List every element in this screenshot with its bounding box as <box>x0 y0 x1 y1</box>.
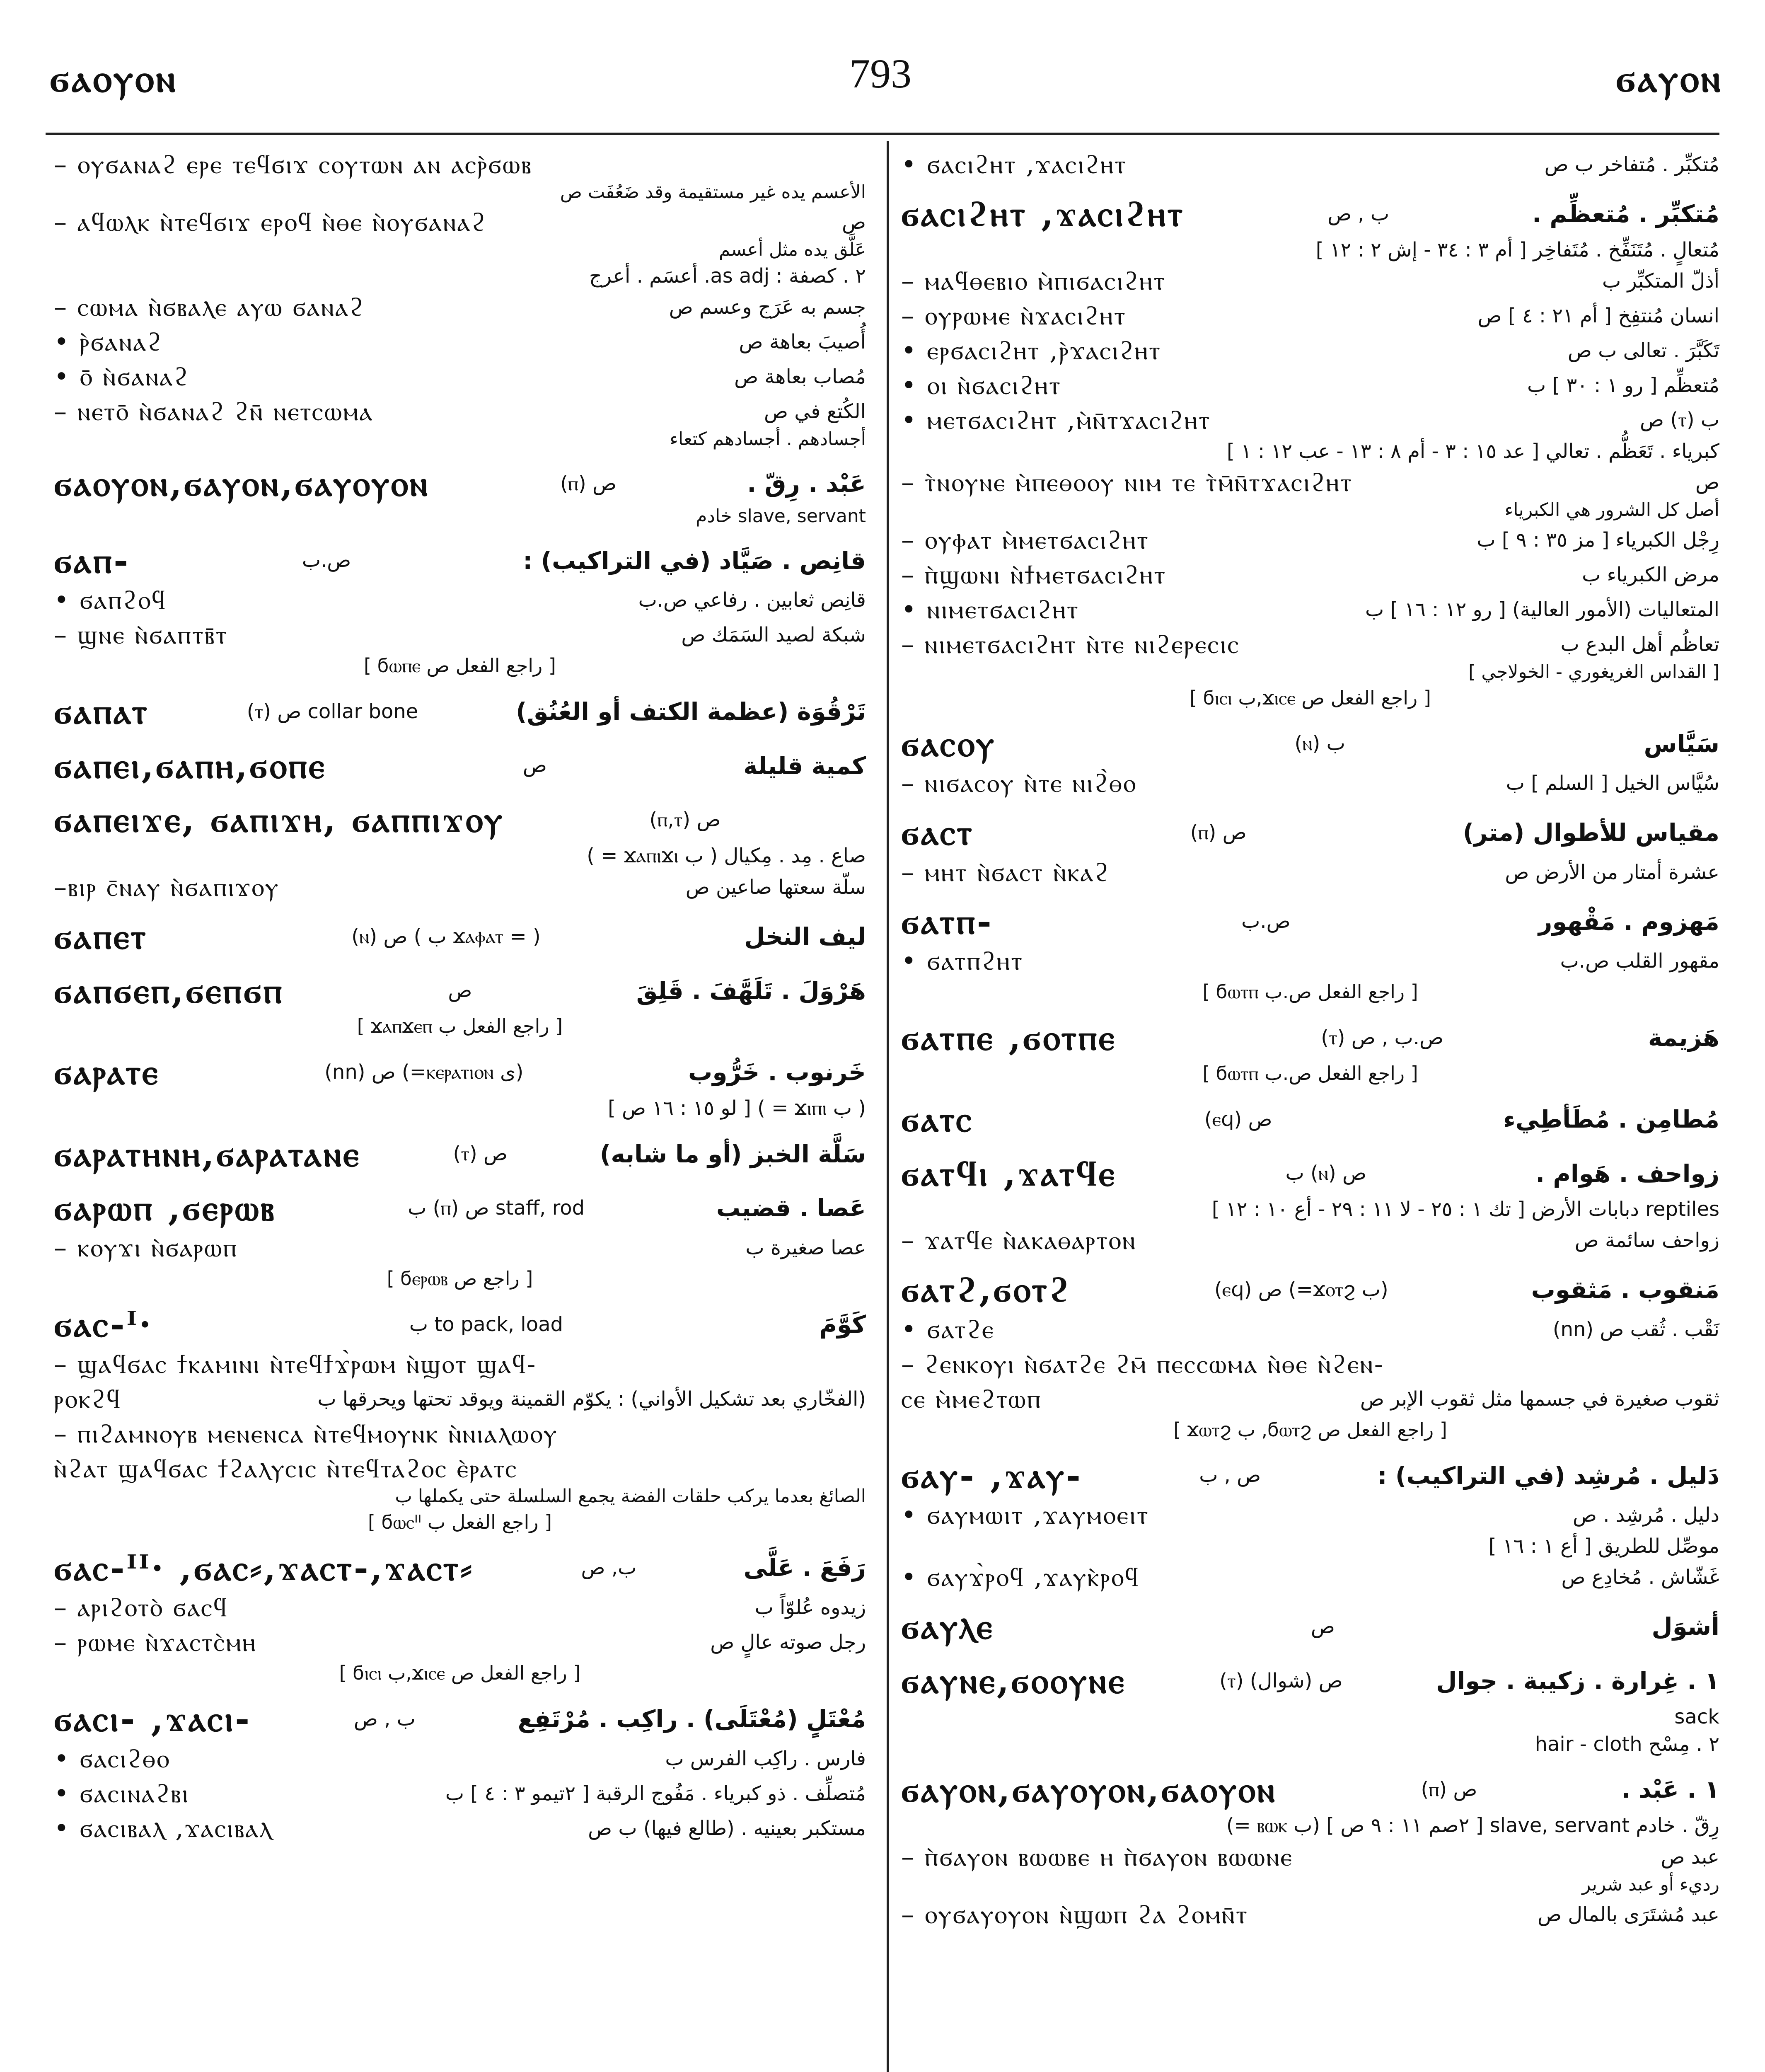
arabic-text: مُتصلِّف . ذو كبرياء . مَفُوج الرقبة [ ٢تيمو ٣ : ٤ ] ب <box>445 1782 866 1805</box>
arabic-gloss: تَرْقُوَة (عظمة الكتف أو العُنُق) <box>516 697 866 726</box>
translation-line: أجسادهم . أجسادهم كتعاء <box>670 428 866 450</box>
arabic-gloss: مَهزوم . مَقْهور <box>1538 907 1719 936</box>
grammar-note: (ⲛ) ب <box>1294 732 1345 755</box>
coptic-headword: ϭⲁⲣⲱⲡ ,ϭⲉⲣⲱⲃ <box>54 1187 276 1229</box>
entry-line <box>901 1384 1719 1414</box>
coptic-headword: ϭⲁⲥ-ᴵ· <box>54 1303 153 1345</box>
coptic-headword: ϭⲁⲡϭⲉⲡ,ϭⲉⲡϭⲡ <box>54 970 284 1011</box>
coptic-headword: ϭⲁⲥⲓ- ,ϫⲁⲥⲓ- <box>54 1698 252 1740</box>
entry-line <box>901 1899 1719 1930</box>
grammar-note: ب to pack, load <box>409 1312 563 1336</box>
entry-line <box>901 946 1719 976</box>
page-number: 793 <box>849 51 912 97</box>
entry-headword-row <box>54 1052 866 1092</box>
entry-line <box>901 300 1719 331</box>
arabic-gloss: مُتكبِّر . مُتعظِّم . <box>1532 199 1719 228</box>
entry-line <box>54 1813 866 1844</box>
coptic-headword: ϭⲁⲡⲁⲧ <box>54 691 149 732</box>
coptic-text: • ϭⲁⲩϫ̀ⲣⲟϥ ,ϫⲁⲩⲕ̀ⲣⲟϥ <box>901 1562 1140 1593</box>
arabic-gloss: عَبْد . رِقّ . <box>747 469 866 498</box>
coptic-headword: ϭⲁⲡⲉⲓϫⲉ, ϭⲁⲡⲓϫⲏ, ϭⲁⲡⲡⲓϫⲟⲩ <box>54 799 504 840</box>
cross-reference: [ راجع الفعل ص.ب ϭⲱⲧⲡ ] <box>1202 980 1418 1003</box>
entry-line <box>901 629 1719 660</box>
coptic-text: • ϭⲁⲥⲓⲛⲁϩⲃⲓ <box>54 1778 190 1808</box>
arabic-gloss: ليف النخل <box>744 922 866 951</box>
entry-headword-row <box>54 1548 866 1588</box>
entry-line <box>901 857 1719 888</box>
grammar-note: (ⲉϥ) ص <box>1204 1107 1272 1131</box>
grammar-note: ص , ب <box>1199 1464 1261 1487</box>
entry-line <box>901 440 1719 463</box>
grammar-note: ب, ص <box>581 1556 637 1580</box>
arabic-gloss: كمية قليلة <box>743 751 866 780</box>
arabic-text: ثقوب صغيرة في جسمها مثل ثقوب الإبر ص <box>1360 1387 1719 1411</box>
entry-line <box>901 1500 1719 1530</box>
arabic-text: مقهور القلب ص.ب <box>1560 949 1719 973</box>
cross-reference: [ راجع الفعل ص ϭⲱⲡⲉ ] <box>364 654 556 677</box>
arabic-text: تعاظُم أهل البدع ب <box>1560 632 1719 656</box>
entry-line <box>54 1453 866 1484</box>
arabic-gloss: مقياس للأطوال (متر) <box>1463 818 1719 847</box>
coptic-text: – ϫⲁⲧϥⲉ ⲛ̀ⲁⲕⲁⲑⲁⲣⲧⲟⲛ <box>901 1225 1136 1256</box>
coptic-headword: ϭⲁⲣⲁⲧⲏⲛⲏ,ϭⲁⲣⲁⲧⲁⲛⲉ <box>54 1133 361 1174</box>
arabic-text: زيدوه عُلوّاً ب <box>754 1596 866 1619</box>
entry-line <box>901 768 1719 799</box>
arabic-text: ب (ⲧ) ص <box>1640 408 1719 432</box>
entry-headword-row <box>901 1661 1719 1701</box>
coptic-text: – ⲛⲓⲙⲉⲧϭⲁⲥⲓϩⲏⲧ ⲛ̀ⲧⲉ ⲛⲓϩⲉⲣⲉⲥⲓⲥ <box>901 629 1240 659</box>
coptic-text: • ⲙⲉⲧϭⲁⲥⲓϩⲏⲧ ,ⲙ̀ⲛ̄ⲧϫⲁⲥⲓϩⲏⲧ <box>901 404 1211 435</box>
grammar-note: ب , ص <box>353 1707 416 1731</box>
entry-headword-row <box>54 692 866 732</box>
entry-headword-row <box>54 746 866 786</box>
coptic-text: – ⲕⲟⲩϫⲓ ⲛ̀ϭⲁⲣⲱⲡ <box>54 1232 238 1263</box>
coptic-headword: ϭⲁⲩ- ,ϫⲁⲩ- <box>901 1455 1083 1496</box>
grammar-note: ص <box>1310 1615 1335 1639</box>
coptic-text: – ⲛⲉⲧⲟ̄ ⲛ̀ϭⲁⲛⲁϩ ϩⲛ̄ ⲛⲉⲧⲥⲱⲙⲁ <box>54 396 374 426</box>
coptic-text: • ϭⲁⲧϩⲉ <box>901 1314 995 1344</box>
arabic-text: المتعاليات (الأمور العالية) [ رو ١٢ : ١٦ ] ب <box>1365 598 1719 621</box>
arabic-text: ( ب ϫⲓⲡⲓ = ) [ لو ١٥ : ١٦ ص ] <box>608 1096 866 1120</box>
entry-line <box>54 396 866 427</box>
entry-line <box>54 844 866 868</box>
arabic-text: عشرة أمتار من الأرض ص <box>1505 860 1719 884</box>
arabic-gloss: ١ . عَبْد . <box>1621 1775 1719 1804</box>
entry-headword-row <box>901 1770 1719 1810</box>
entry-line <box>54 1097 866 1120</box>
arabic-text: سلّة سعتها صاعين ص <box>685 875 866 899</box>
coptic-text: • ⲉⲣϭⲁⲥⲓϩⲏⲧ ,ⲣ̀ϫⲁⲥⲓϩⲏⲧ <box>901 335 1162 366</box>
coptic-headword: ϭⲁⲥ-ᴵᴵ· ,ϭⲁⲥ⸗,ϫⲁⲥⲧ-,ϫⲁⲥⲧ⸗ <box>54 1547 474 1588</box>
entry-headword-row <box>901 1607 1719 1647</box>
coptic-text: – ⲙⲏⲧ ⲛ̀ϭⲁⲥⲧ ⲛ̀ⲕⲁϩ <box>901 857 1110 887</box>
translation-line: أصل كل الشرور هي الكبرياء <box>1504 499 1719 520</box>
entry-line <box>54 1384 866 1414</box>
cross-reference: [ راجع الفعل ص ϭⲱⲧϩ, ب ϫⲱⲧϩ ] <box>1173 1418 1447 1441</box>
coptic-headword: ϭⲁⲧⲡⲉ ,ϭⲟⲧⲡⲉ <box>901 1017 1117 1058</box>
coptic-text: – ϣⲛⲉ ⲛ̀ϭⲁⲡⲧⲃ̄ⲧ <box>54 620 228 650</box>
coptic-text: – ⲡ̀ϣⲱⲛⲓ ⲛ̀ϯⲙⲉⲧϭⲁⲥⲓϩⲏⲧ <box>901 559 1167 590</box>
arabic-text: sack <box>1674 1705 1719 1728</box>
arabic-gloss: أشوَل <box>1651 1612 1719 1641</box>
translation-line: [ القداس الغريغوري - الخولاجي ] <box>1468 661 1719 683</box>
arabic-text: زواحف سائمة ص <box>1574 1229 1719 1252</box>
arabic-gloss: رَفَعَ . عَلَّى <box>743 1554 866 1582</box>
coptic-text: • ⲟ̄ ⲛ̀ϭⲁⲛⲁϩ <box>54 361 189 392</box>
arabic-text: عصا صغيرة ب <box>745 1236 866 1259</box>
entry-line <box>901 1705 1719 1728</box>
grammar-note: ص <box>522 754 547 777</box>
arabic-gloss: ١ . غِرارة . زكيبة . جوال <box>1436 1666 1719 1695</box>
translation-line: الصائغ بعدما يركب حلقات الفضة يجمع السلسلة حتى يكملها ب <box>395 1485 866 1507</box>
entry-line <box>54 1778 866 1809</box>
arabic-gloss: سَلَّة الخبز (أو ما شابه) <box>600 1140 866 1168</box>
coptic-text: • ϭⲁⲥⲓϩⲑⲟ <box>54 1743 171 1774</box>
entry-headword-row <box>54 541 866 581</box>
entry-headword-row <box>54 971 866 1011</box>
coptic-text: – ϩⲉⲛⲕⲟⲩⲓ ⲛ̀ϭⲁⲧϩⲉ ϩⲙ̄ ⲡⲉⲥⲥⲱⲙⲁ ⲛ̀ⲑⲉ ⲛ̀ϩⲉⲛ- <box>901 1348 1384 1379</box>
arabic-gloss: كَوَّمَ <box>819 1310 866 1339</box>
arabic-text: دليل . مُرشِد . ص <box>1572 1503 1719 1527</box>
arabic-text: نَقْب . ثُقب ص (nn) <box>1552 1317 1719 1341</box>
coptic-text: – ⲟⲩϭⲁⲛⲁϩ ⲉⲣⲉ ⲧⲉϥϭⲓϫ ⲥⲟⲩⲧⲱⲛ ⲁⲛ ⲁⲥⲣ̀ϭⲱⲃ <box>54 149 532 179</box>
arabic-gloss: مُعْتَلٍ (مُعْتَلَى) . راكِب . مُرْتَفِع <box>517 1705 866 1733</box>
arabic-gloss: قانِص . صَيَّاد (في التراكيب) : <box>523 546 866 575</box>
arabic-text: قانِص ثعابين . رفاعي ص.ب <box>638 588 866 612</box>
arabic-text: سُيَّاس الخيل [ السلم ] ب <box>1506 772 1719 795</box>
coptic-text: • ϭⲁⲥⲓϩⲏⲧ ,ϫⲁⲥⲓϩⲏⲧ <box>901 149 1127 179</box>
arabic-text: أُصيبَ بعاهة ص <box>739 330 866 353</box>
entry-line <box>54 292 866 322</box>
entry-line <box>901 594 1719 625</box>
grammar-note: (ⲡ) ص <box>1190 821 1247 844</box>
grammar-note: (ⲡ) ص <box>1421 1778 1477 1801</box>
coptic-text: – ⲧ̀ⲛⲟⲩⲛⲉ ⲙ̀ⲡⲉⲑⲟⲟⲩ ⲛⲓⲙ ⲧⲉ ⲧ̀ⲙ̄ⲛ̄ⲧϫⲁⲥⲓϩⲏⲧ <box>901 467 1353 497</box>
entry-headword-row <box>54 464 866 504</box>
translation-line: رديء أو عبد شرير <box>1582 1874 1719 1895</box>
coptic-headword: ϭⲁⲣⲁⲧⲉ <box>54 1051 160 1093</box>
coptic-text: – ⲟⲩⲣⲱⲙⲉ ⲛ̀ϫⲁⲥⲓϩⲏⲧ <box>901 300 1127 331</box>
running-head-right: ϭⲁⲩⲟⲛ <box>1616 56 1723 101</box>
entry-line <box>901 405 1719 436</box>
entry-line <box>901 1733 1719 1756</box>
entry-headword-row <box>901 1018 1719 1058</box>
entry-line <box>54 361 866 392</box>
entry-line <box>901 1198 1719 1221</box>
translation-line: عَلَّق يده مثل أعسم <box>718 239 866 260</box>
grammar-note: (ⲧ) ص.ب , ص <box>1321 1026 1443 1050</box>
entry-line <box>54 1592 866 1623</box>
arabic-gloss: سَيَّاس <box>1644 729 1719 758</box>
coptic-text: – ⲟⲩϭⲁⲩⲟⲩⲟⲛ ⲛ̀ϣⲱⲡ ϩⲁ ϩⲟⲙⲛ̄ⲧ <box>901 1899 1248 1930</box>
entry-line <box>54 1349 866 1380</box>
coptic-text: – ⲣⲱⲙⲉ ⲛ̀ϫⲁⲥⲧⲥ̀ⲙⲏ <box>54 1627 257 1658</box>
entry-headword-row <box>54 800 866 840</box>
coptic-headword: ϭⲁⲥⲧ <box>901 812 974 853</box>
grammar-note: (ⲡ,ⲧ) ص <box>649 808 721 832</box>
coptic-text: ⲥⲉ ⲙ̀ⲙⲉϩⲧⲱⲡ <box>901 1383 1042 1414</box>
arabic-text: ٢ . كصفة : as adj. أعسَم . أعرج <box>589 264 866 288</box>
coptic-text: • ϭⲁⲧⲡϩⲏⲧ <box>901 946 1024 976</box>
grammar-note: (ⲧ) ص <box>453 1142 508 1166</box>
running-head-left: ϭⲁⲟⲩⲟⲛ <box>50 56 178 101</box>
left-column <box>54 145 866 1844</box>
entry-headword-row <box>54 1305 866 1345</box>
arabic-gloss: زواحف . هَوام . <box>1535 1159 1719 1188</box>
arabic-text: صاع . مِد . مِكيال ( ب ϫⲁⲡⲓϫⲓ = ) <box>587 844 866 867</box>
entry-line <box>54 1627 866 1658</box>
entry-line <box>54 1418 866 1449</box>
arabic-text: جسم به عَرَج وعسم ص <box>669 295 866 319</box>
cross-reference: [ راجع الفعل ب ϭⲱⲥᴵᴵ ] <box>368 1510 552 1533</box>
arabic-gloss: مُطامِن . مُطَأطِيء <box>1503 1105 1719 1133</box>
cross-reference: [ راجع الفعل ص.ب ϭⲱⲧⲡ ] <box>1202 1062 1418 1084</box>
right-column <box>901 145 1719 1930</box>
arabic-text: مُصاب بعاهة ص <box>734 365 866 388</box>
cross-reference: [ راجع الفعل ب ϫⲁⲡϫⲉⲡ ] <box>357 1015 563 1038</box>
entry-line <box>901 1349 1719 1380</box>
arabic-text: موصِّل للطريق [ أع ١ : ١٦ ] <box>1488 1535 1719 1558</box>
cross-reference: [ راجع الفعل ص ϫⲓⲥⲉ,ب ϭⲓⲥⲓ ] <box>1190 686 1431 709</box>
coptic-text: ⲣⲟⲕϩϥ <box>54 1383 121 1414</box>
entry-headword-row <box>901 1154 1719 1194</box>
arabic-text: شبكة لصيد السَمَك ص <box>681 623 866 647</box>
coptic-text: – ⲡ̀ϭⲁⲩⲟⲛ ⲃⲱⲱⲃⲉ ⲏ ⲡ̀ϭⲁⲩⲟⲛ ⲃⲱⲱⲛⲉ <box>901 1842 1294 1872</box>
header-rule <box>46 133 1719 135</box>
grammar-note: (ⲉϥ) ص (=ϫⲟⲧϩ ب) <box>1214 1278 1388 1301</box>
arabic-text: reptiles دبابات الأرض [ تك ١ : ٢٥ - لا ١١ : ٢٩ - أع ١٠ : ١٢ ] <box>1211 1198 1719 1221</box>
entry-line <box>901 1535 1719 1558</box>
arabic-text: رِقّ . خادم slave, servant [ ٢صم ١١ : ٩ ص ] (ب ⲃⲱⲕ =) <box>1226 1814 1719 1837</box>
coptic-headword: ϭⲁⲧϩ,ϭⲟⲧϩ <box>901 1269 1072 1310</box>
arabic-text: ص <box>1695 470 1719 494</box>
arabic-text: ٢ . مِسْح hair - cloth <box>1535 1732 1719 1756</box>
coptic-text: ⲛ̀ϩⲁⲧ ϣⲁϥϭⲁⲥ ϯϩⲁⲗⲩⲥⲓⲥ ⲛ̀ⲧⲉϥⲧⲁϩⲟⲥ ⲉ̀ⲣⲁⲧⲥ <box>54 1453 518 1484</box>
coptic-headword: ϭⲁⲩⲟⲛ,ϭⲁⲩⲟⲩⲟⲛ,ϭⲁⲟⲩⲟⲛ <box>901 1769 1277 1810</box>
cross-reference: [ راجع ص ϭⲉⲣⲱⲃ ] <box>387 1267 533 1290</box>
grammar-note: (ⲛ) ص ( ب ϫⲁⲫⲁⲧ = ) <box>351 925 541 948</box>
arabic-text: الكُتع في ص <box>764 400 866 423</box>
arabic-gloss: مَنقوب . مَثقوب <box>1531 1276 1719 1304</box>
entry-line <box>901 559 1719 590</box>
coptic-text: • ϭⲁⲩⲙⲱⲓⲧ ,ϫⲁⲩⲙⲟⲉⲓⲧ <box>901 1500 1149 1530</box>
arabic-text: انسان مُنتفِخ [ أم ٢١ : ٤ ] ص <box>1477 304 1719 327</box>
cross-reference: [ راجع الفعل ص ϫⲓⲥⲉ,ب ϭⲓⲥⲓ ] <box>339 1662 581 1685</box>
arabic-text: مستكبر بعينيه . (طالع فيها) ب ص <box>588 1816 866 1840</box>
entry-headword-row <box>901 1099 1719 1140</box>
coptic-text: – ⲟⲩⲫⲁⲧ ⲙ̀ⲙⲉⲧϭⲁⲥⲓϩⲏⲧ <box>901 524 1149 555</box>
arabic-text: غَشّاش . مُخادِع ص <box>1561 1566 1719 1589</box>
grammar-note: (ⲧ) ص (شوال) <box>1219 1669 1343 1692</box>
entry-line <box>54 872 866 903</box>
arabic-gloss: هَزيمة <box>1648 1024 1719 1052</box>
coptic-text: • ⲣ̀ϭⲁⲛⲁϩ <box>54 327 162 357</box>
grammar-note: ب (ⲛ) ص <box>1285 1162 1367 1185</box>
coptic-headword: ϭⲁⲡⲉⲓ,ϭⲁⲡⲏ,ϭⲟⲡⲉ <box>54 745 326 786</box>
coptic-headword: ϭⲁⲟⲩⲟⲛ,ϭⲁⲩⲟⲛ,ϭⲁⲩⲟⲩⲟⲛ <box>54 463 430 504</box>
grammar-note: ب (ⲡ) ص staff, rod <box>408 1196 585 1220</box>
coptic-text: • ⲛⲓⲙⲉⲧϭⲁⲥⲓϩⲏⲧ <box>901 594 1079 625</box>
coptic-text: • ⲟⲓ ⲛ̀ϭⲁⲥⲓϩⲏⲧ <box>901 370 1061 400</box>
grammar-note: ب , ص <box>1327 202 1390 225</box>
arabic-text: عبد ص <box>1661 1845 1719 1869</box>
entry-headword-row <box>54 1188 866 1228</box>
coptic-headword: ϭⲁⲧⲥ <box>901 1098 974 1140</box>
entry-headword-row <box>54 1699 866 1739</box>
entry-line <box>901 1814 1719 1837</box>
arabic-text: عبد مُشتَرَى بالمال ص <box>1537 1903 1719 1927</box>
entry-headword-row <box>901 724 1719 764</box>
grammar-note: (nn) ص (=ⲕⲉⲣⲁⲧⲓⲟⲛ ى) <box>324 1060 524 1084</box>
coptic-headword: ϭⲁⲩⲗⲉ <box>901 1606 994 1647</box>
arabic-text: كبرياء . تَعَظُّم . تعالي [ عد ١٥ : ٣ - أم ٨ : ١٣ - عب ١٢ : ١ ] <box>1227 439 1719 463</box>
entry-headword-row <box>901 194 1719 234</box>
grammar-note: (ⲡ) ص <box>560 472 617 495</box>
coptic-headword: ϭⲁⲩⲛⲉ,ϭⲟⲟⲩⲛⲉ <box>901 1660 1126 1701</box>
arabic-text: رجل صوته عالٍ ص <box>710 1631 866 1654</box>
entry-line <box>54 327 866 357</box>
coptic-text: • ϭⲁⲥⲓⲃⲁⲗ ,ϫⲁⲥⲓⲃⲁⲗ <box>54 1813 273 1843</box>
entry-line <box>54 149 866 180</box>
arabic-text: أذلّ المتكبِّر ب <box>1602 269 1719 293</box>
coptic-text: – ϣⲁϥϭⲁⲥ ϯⲕⲁⲙⲓⲛⲓ ⲛ̀ⲧⲉϥϯϫ̀ⲣⲱⲙ ⲛ̀ϣⲟⲧ ϣⲁϥ- <box>54 1348 537 1379</box>
entry-line <box>54 1743 866 1774</box>
coptic-headword: ϭⲁⲥⲟⲩ <box>901 723 996 764</box>
entry-line <box>901 335 1719 366</box>
entry-line <box>901 370 1719 401</box>
arabic-text: مُتعالٍ . مُتَنَفِّخ . مُتَفاخِر [ أم ٣ : ٣٤ - إش ٢ : ١٢ ] <box>1315 238 1719 261</box>
coptic-text: –ⲃⲓⲣ ⲥ̄ⲛⲁⲩ ⲛ̀ϭⲁⲡⲓϫⲟⲩ <box>54 871 280 902</box>
entry-line <box>901 1225 1719 1256</box>
arabic-text: مرض الكبرياء ب <box>1582 563 1719 586</box>
coptic-text: – ⲥⲱⲙⲁ ⲛ̀ϭⲃⲁⲗⲉ ⲁⲩⲱ ϭⲁⲛⲁϩ <box>54 292 365 322</box>
arabic-text: مُتكبِّر . مُتفاخر ب ص <box>1544 153 1719 176</box>
arabic-gloss: هَرْوَلَ . تَلَهَّفَ . قَلِقَ <box>636 976 866 1005</box>
grammar-note: ص <box>448 979 472 1002</box>
entry-line <box>54 1232 866 1263</box>
arabic-gloss: عَصا . قضيب <box>716 1194 866 1222</box>
arabic-text: تَكَبَّرَ . تعالى ب ص <box>1567 339 1719 362</box>
coptic-headword: ϭⲁⲧⲡ- <box>901 900 994 942</box>
entry-headword-row <box>901 813 1719 853</box>
coptic-text: – ⲁϥⲱⲗⲕ ⲛ̀ⲧⲉϥϭⲓϫ ⲉⲣⲟϥ ⲛ̀ⲑⲉ ⲛ̀ⲟⲩϭⲁⲛⲁϩ <box>54 207 487 237</box>
entry-line <box>901 1562 1719 1593</box>
entry-headword-row <box>901 1270 1719 1310</box>
entry-line <box>901 238 1719 261</box>
arabic-text: (الفخّاري بعد تشكيل الأواني) : يكوّم القمينة ويوقد تحتها ويحرقها ب <box>317 1387 866 1411</box>
entry-line <box>901 525 1719 555</box>
entry-line <box>54 264 866 288</box>
coptic-text: • ϭⲁⲡϩⲟϥ <box>54 585 167 615</box>
arabic-text: ص <box>841 211 866 234</box>
coptic-headword: ϭⲁⲡⲉⲧ <box>54 915 148 957</box>
entry-line <box>54 620 866 650</box>
coptic-text: – ⲡⲓϩⲁⲙⲛⲟⲩⲃ ⲙⲉⲛⲉⲛⲥⲁ ⲛ̀ⲧⲉϥⲙⲟⲩⲛⲕ ⲛ̀ⲛⲓⲁⲗⲱⲟⲩ <box>54 1418 558 1449</box>
coptic-text: – ⲙⲁϥⲑⲉⲃⲓⲟ ⲙ̀ⲡⲓϭⲁⲥⲓϩⲏⲧ <box>901 265 1166 296</box>
entry-headword-row <box>54 917 866 957</box>
arabic-text: رِجْل الكبرياء [ مز ٣٥ : ٩ ] ب <box>1477 528 1719 552</box>
translation-line: slave, servant خادم <box>696 505 866 527</box>
arabic-text: مُتعظِّم [ رو ١ : ٣٠ ] ب <box>1527 373 1719 397</box>
column-divider <box>887 141 889 2072</box>
translation-line: الأعسم يده غير مستقيمة وقد ضَعُفَت ص <box>560 182 866 203</box>
coptic-headword: ϭⲁⲧϥⲓ ,ϫⲁⲧϥⲉ <box>901 1152 1117 1194</box>
coptic-headword: ϭⲁⲡ- <box>54 540 131 581</box>
coptic-text: – ⲁⲣⲓϩⲟⲧⲟ̀ ϭⲁⲥϥ <box>54 1592 228 1623</box>
grammar-note: (ⲧ) ص collar bone <box>247 700 418 723</box>
coptic-text: – ⲛⲓϭⲁⲥⲟⲩ ⲛ̀ⲧⲉ ⲛⲓϩ̀ⲑⲟ <box>901 768 1137 799</box>
grammar-note: ص.ب <box>302 549 351 572</box>
coptic-headword: ϭⲁⲥⲓϩⲏⲧ ,ϫⲁⲥⲓϩⲏⲧ <box>901 193 1185 234</box>
entry-line <box>901 1842 1719 1872</box>
grammar-note: ص.ب <box>1241 910 1291 933</box>
arabic-gloss: خَرنوب . خَرُّوب <box>688 1058 866 1087</box>
entry-line <box>901 266 1719 296</box>
entry-line <box>901 467 1719 498</box>
entry-line <box>54 585 866 615</box>
entry-headword-row <box>54 1134 866 1174</box>
entry-line <box>901 1314 1719 1345</box>
entry-headword-row <box>901 1456 1719 1496</box>
arabic-gloss: دَليل . مُرشِد (في التراكيب) : <box>1377 1461 1719 1490</box>
arabic-text: فارس . راكِب الفرس ب <box>665 1747 866 1770</box>
entry-headword-row <box>901 902 1719 942</box>
entry-line <box>901 149 1719 180</box>
entry-line <box>54 207 866 237</box>
